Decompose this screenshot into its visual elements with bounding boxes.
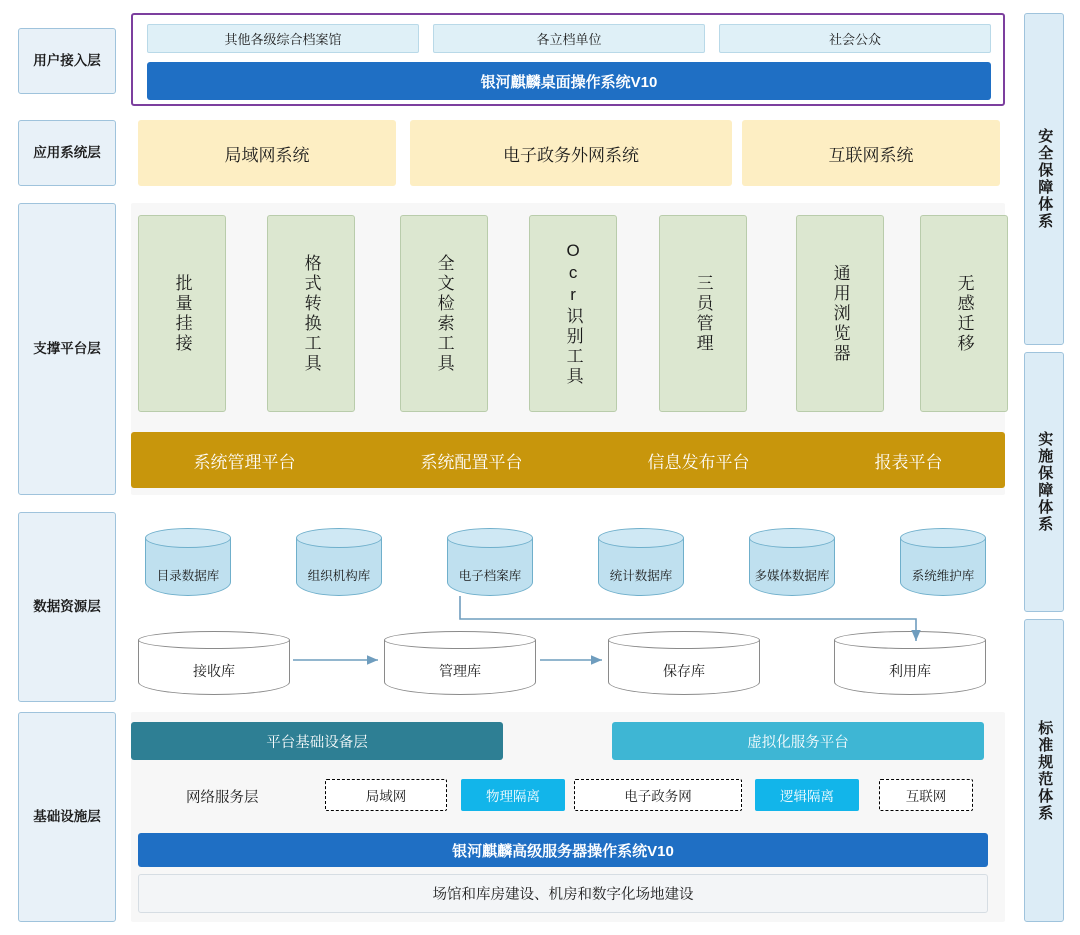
network-item-label: 互联网 xyxy=(905,789,947,804)
access-box-label: 其他各级综合档案馆 xyxy=(224,32,342,47)
cylinder-lid xyxy=(138,631,290,649)
access-box-archives[interactable] xyxy=(147,24,419,53)
network-item-label: 逻辑隔离 xyxy=(780,789,834,804)
side-bar-standards xyxy=(1024,619,1064,922)
tool-box-seamless-migration[interactable] xyxy=(920,215,1008,412)
database-system-maintenance[interactable] xyxy=(900,528,986,596)
kylin-server-os[interactable] xyxy=(138,833,988,867)
tool-box-format-convert[interactable] xyxy=(267,215,355,412)
network-item-logical-isolation[interactable] xyxy=(755,779,859,811)
network-item-egov-net[interactable] xyxy=(574,779,742,811)
kylin-server-os-label: 银河麒麟高级服务器操作系统V10 xyxy=(452,842,674,860)
platform-infra-label: 平台基础设备层 xyxy=(266,734,368,751)
layer-label-text: 支撑平台层 xyxy=(33,341,101,357)
platform-item-system-management[interactable]: 系统管理平台 xyxy=(193,452,296,472)
cylinder-lid xyxy=(608,631,760,649)
side-bar-label: 安全保障体系 xyxy=(1036,128,1054,230)
network-item-physical-isolation[interactable] xyxy=(461,779,565,811)
cylinder-lid xyxy=(145,528,231,548)
database-label: 系统维护库 xyxy=(911,569,975,583)
kylin-desktop-os[interactable] xyxy=(147,62,991,100)
layer-label-text: 用户接入层 xyxy=(33,53,101,69)
network-item-label: 电子政务网 xyxy=(624,789,692,804)
side-bar-label: 实施保障体系 xyxy=(1036,431,1054,533)
tool-box-label: 通用浏览器 xyxy=(830,263,850,364)
store-receive[interactable] xyxy=(138,631,290,695)
virtual-platform-box[interactable] xyxy=(612,722,984,760)
tool-box-ocr[interactable] xyxy=(529,215,617,412)
platform-infra-box[interactable] xyxy=(131,722,503,760)
platform-item-report[interactable]: 报表平台 xyxy=(874,452,943,472)
tool-box-label: 格式转换工具 xyxy=(301,253,321,374)
database-statistics[interactable] xyxy=(598,528,684,596)
layer-label-support xyxy=(18,203,116,495)
store-label: 利用库 xyxy=(889,663,931,679)
access-box-public[interactable] xyxy=(719,24,991,53)
tool-box-label: Ocr识别工具 xyxy=(563,240,583,387)
database-label: 电子档案库 xyxy=(458,569,522,583)
tool-box-label: 全文检索工具 xyxy=(434,253,454,374)
side-bar-label: 标准规范体系 xyxy=(1036,719,1054,822)
layer-label-data-resource xyxy=(18,512,116,702)
database-label: 目录数据库 xyxy=(156,569,220,583)
database-multimedia[interactable] xyxy=(749,528,835,596)
network-service-label xyxy=(186,786,259,807)
layer-label-infrastructure xyxy=(18,712,116,922)
tool-box-label: 三员管理 xyxy=(693,273,713,354)
platform-item-system-config[interactable]: 系统配置平台 xyxy=(420,452,523,472)
cylinder-lid xyxy=(834,631,986,649)
layer-label-text: 应用系统层 xyxy=(33,145,101,161)
user-access-frame xyxy=(131,13,1005,106)
cylinder-lid xyxy=(598,528,684,548)
app-box-lan[interactable] xyxy=(138,120,396,186)
side-bar-security xyxy=(1024,13,1064,345)
layer-label-text: 基础设施层 xyxy=(33,809,101,825)
access-box-label: 各立档单位 xyxy=(536,32,602,47)
database-organization[interactable] xyxy=(296,528,382,596)
network-item-internet[interactable] xyxy=(879,779,973,811)
store-label: 管理库 xyxy=(439,663,481,679)
tool-box-batch-mount[interactable] xyxy=(138,215,226,412)
app-box-label: 互联网系统 xyxy=(828,145,914,165)
store-preservation[interactable] xyxy=(608,631,760,695)
app-box-internet[interactable] xyxy=(742,120,1000,186)
platform-item-info-publish[interactable]: 信息发布平台 xyxy=(647,452,750,472)
layer-label-user-access xyxy=(18,28,116,94)
store-label: 接收库 xyxy=(193,663,235,679)
layer-label-text: 数据资源层 xyxy=(33,599,101,615)
venue-construction-label: 场馆和库房建设、机房和数字化场地建设 xyxy=(432,887,694,903)
app-box-label: 电子政务外网系统 xyxy=(503,145,639,165)
database-label: 统计数据库 xyxy=(609,569,673,583)
network-item-lan[interactable] xyxy=(325,779,447,811)
database-electronic-archive[interactable] xyxy=(447,528,533,596)
kylin-desktop-os-label: 银河麒麟桌面操作系统V10 xyxy=(480,73,658,91)
network-service-text: 网络服务层 xyxy=(186,790,259,806)
tool-box-label: 批量挂接 xyxy=(172,273,192,354)
network-item-label: 物理隔离 xyxy=(486,789,540,804)
access-box-label: 社会公众 xyxy=(828,32,881,47)
virtual-platform-label: 虚拟化服务平台 xyxy=(747,734,849,751)
cylinder-lid xyxy=(749,528,835,548)
database-catalog[interactable] xyxy=(145,528,231,596)
cylinder-lid xyxy=(384,631,536,649)
network-item-label: 局域网 xyxy=(365,789,407,804)
venue-construction-bar[interactable] xyxy=(138,874,988,913)
cylinder-lid xyxy=(447,528,533,548)
layer-label-application xyxy=(18,120,116,186)
store-utilization[interactable] xyxy=(834,631,986,695)
database-label: 多媒体数据库 xyxy=(754,569,830,583)
side-bar-implementation xyxy=(1024,352,1064,612)
app-box-egov[interactable] xyxy=(410,120,732,186)
store-management[interactable] xyxy=(384,631,536,695)
access-box-units[interactable] xyxy=(433,24,705,53)
tool-box-browser[interactable] xyxy=(796,215,884,412)
cylinder-lid xyxy=(296,528,382,548)
database-label: 组织机构库 xyxy=(307,569,371,583)
tool-box-three-member[interactable] xyxy=(659,215,747,412)
tool-box-label: 无感迁移 xyxy=(954,273,974,354)
store-label: 保存库 xyxy=(663,663,705,679)
app-box-label: 局域网系统 xyxy=(224,145,310,165)
cylinder-lid xyxy=(900,528,986,548)
platform-bar xyxy=(131,432,1005,488)
tool-box-fulltext-search[interactable] xyxy=(400,215,488,412)
